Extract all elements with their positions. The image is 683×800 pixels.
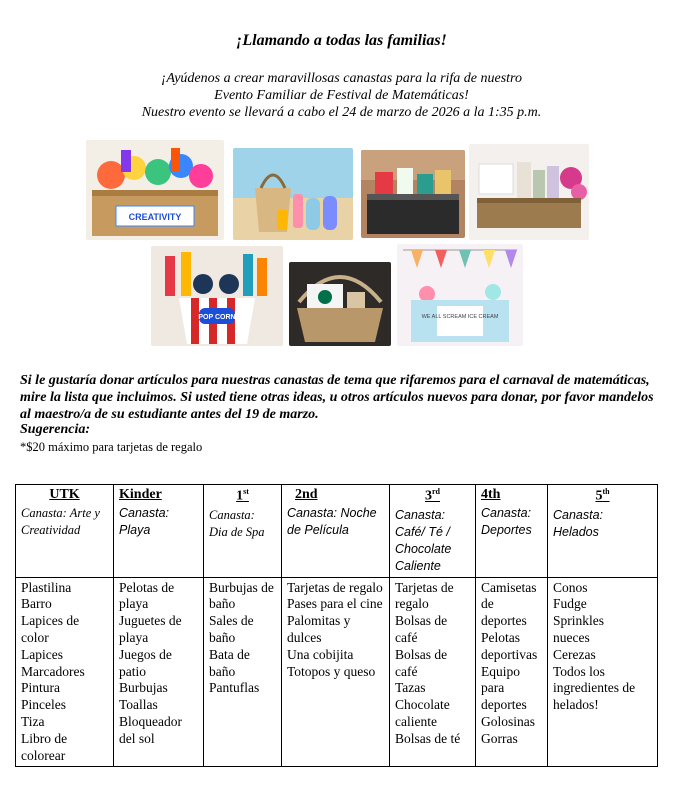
list-item: nueces — [553, 630, 590, 646]
list-item: Burbujas de baño — [209, 579, 274, 612]
list-item: Sales de baño — [209, 613, 254, 646]
grade-label: UTK — [49, 487, 80, 502]
list-item: Tiza — [21, 714, 45, 730]
list-item: Marcadores — [21, 663, 85, 679]
hint-text: *$20 máximo para tarjetas de regalo — [20, 440, 203, 454]
items-cell-kinder — [114, 577, 204, 767]
items-cell-4th — [476, 577, 548, 767]
table-items-row — [16, 577, 658, 767]
photo-movie-basket — [151, 246, 283, 346]
photo-creativity-basket — [86, 140, 224, 240]
photo-icecream-basket — [397, 244, 523, 346]
intro-line-2: Evento Familiar de Festival de Matemáticas! — [214, 88, 469, 103]
list-item: Bolsas de café — [395, 646, 448, 679]
basket-theme: Canasta: Café/ Té / Chocolate Caliente — [395, 507, 452, 573]
list-item: Totopos y queso — [287, 663, 376, 679]
basket-theme: Canasta: Dia de Spa — [209, 507, 265, 539]
creativity-sign: CREATIVITY — [128, 212, 182, 222]
list-item: Pelotas deportivas — [481, 630, 538, 662]
items-cell-2nd — [282, 577, 390, 767]
header-cell-kinder — [114, 485, 204, 578]
basket-theme: Canasta: Playa — [119, 506, 170, 537]
items-cell-1st — [204, 577, 282, 767]
list-item: Sprinkles — [553, 613, 605, 629]
items-cell-utk — [16, 577, 114, 767]
list-item: Lapices de color — [21, 613, 80, 646]
list-item: Una cobijita — [287, 646, 354, 662]
header-cell-3rd — [390, 485, 476, 578]
page-title: ¡Llamando a todas las familias! — [236, 32, 447, 49]
list-item: Tarjetas de regalo — [395, 579, 454, 612]
list-item: Bolsas de café — [395, 613, 448, 646]
items-cell-5th — [548, 577, 658, 767]
grade-label: 5th — [595, 487, 610, 504]
list-item: Juegos de patio — [119, 646, 172, 679]
list-item: Pelotas de playa — [119, 579, 175, 612]
list-item: Gorras — [481, 730, 518, 746]
basket-table — [15, 484, 658, 767]
header-cell-5th — [548, 485, 658, 578]
list-item: Pintura — [21, 680, 60, 696]
grade-label: 2nd — [295, 487, 318, 502]
popcorn-label: POP CORN — [198, 314, 236, 321]
photo-treats-basket — [361, 150, 465, 238]
list-item: Todos los ingredientes de helados! — [553, 663, 636, 713]
grade-label: 3rd — [425, 487, 440, 504]
photo-beach-basket — [233, 148, 353, 240]
list-item: Camisetas de deportes — [481, 579, 537, 629]
list-item: Fudge — [553, 596, 587, 612]
list-item: Tarjetas de regalo — [287, 579, 383, 595]
list-item: Pantuflas — [209, 680, 260, 696]
basket-theme: Canasta: Noche de Película — [287, 506, 377, 537]
grade-label: 1st — [236, 487, 249, 504]
icecream-label: WE ALL SCREAM ICE CREAM — [421, 314, 499, 320]
grade-label: 4th — [481, 487, 501, 502]
list-item: Libro de colorear — [21, 730, 68, 763]
list-item: Bloqueador del sol — [119, 714, 182, 746]
intro-line-3: Nuestro evento se llevará a cabo el 24 de marzo de 2026 a la 1:35 p.m. — [141, 105, 542, 120]
list-item: Toallas — [119, 697, 158, 713]
list-item: Palomitas y dulces — [287, 613, 351, 646]
donation-paragraph: Si le gustaría donar artículos para nuestras canastas de tema que rifaremos para el carnaval de matemáticas, mire la lista que incluimos. Si usted tiene otras ideas, u otros artículos nuevos para donar, por favor mandelos al maestro/a de su estudiante antes del 19 de marzo. — [20, 373, 654, 422]
basket-theme: Canasta: Helados — [553, 507, 604, 539]
intro-line-1: ¡Ayúdenos a crear maravillosas canastas para la rifa de nuestro — [160, 71, 522, 86]
list-item: Pinceles — [21, 697, 66, 713]
list-item: Tazas — [395, 680, 426, 696]
list-item: Barro — [21, 596, 52, 612]
basket-theme: Canasta: Deportes — [481, 506, 532, 537]
basket-theme: Canasta: Arte y Creatividad — [21, 506, 100, 537]
list-item: Plastilina — [21, 579, 72, 595]
header-cell-1st — [204, 485, 282, 578]
list-item: Golosinas — [481, 714, 535, 730]
list-item: Bata de baño — [209, 646, 250, 679]
list-item: Chocolate caliente — [395, 697, 450, 730]
header-cell-4th — [476, 485, 548, 578]
table-header-row — [16, 485, 658, 578]
list-item: Juguetes de playa — [119, 613, 182, 646]
header-cell-2nd — [282, 485, 390, 578]
hint-title: Sugerencia: — [20, 422, 90, 437]
list-item: Lapices — [21, 646, 63, 662]
header-cell-utk — [16, 485, 114, 578]
list-item: Bolsas de té — [395, 730, 461, 746]
items-cell-3rd — [390, 577, 476, 767]
list-item: Cerezas — [553, 646, 596, 662]
photo-spa-basket — [469, 144, 589, 240]
list-item: Conos — [553, 579, 588, 595]
grade-label: Kinder — [119, 487, 162, 502]
photo-coffee-basket — [289, 262, 391, 346]
list-item: Pases para el cine — [287, 596, 383, 612]
intro-text — [0, 70, 683, 121]
list-item: Equipo para deportes — [481, 663, 527, 713]
list-item: Burbujas — [119, 680, 168, 696]
